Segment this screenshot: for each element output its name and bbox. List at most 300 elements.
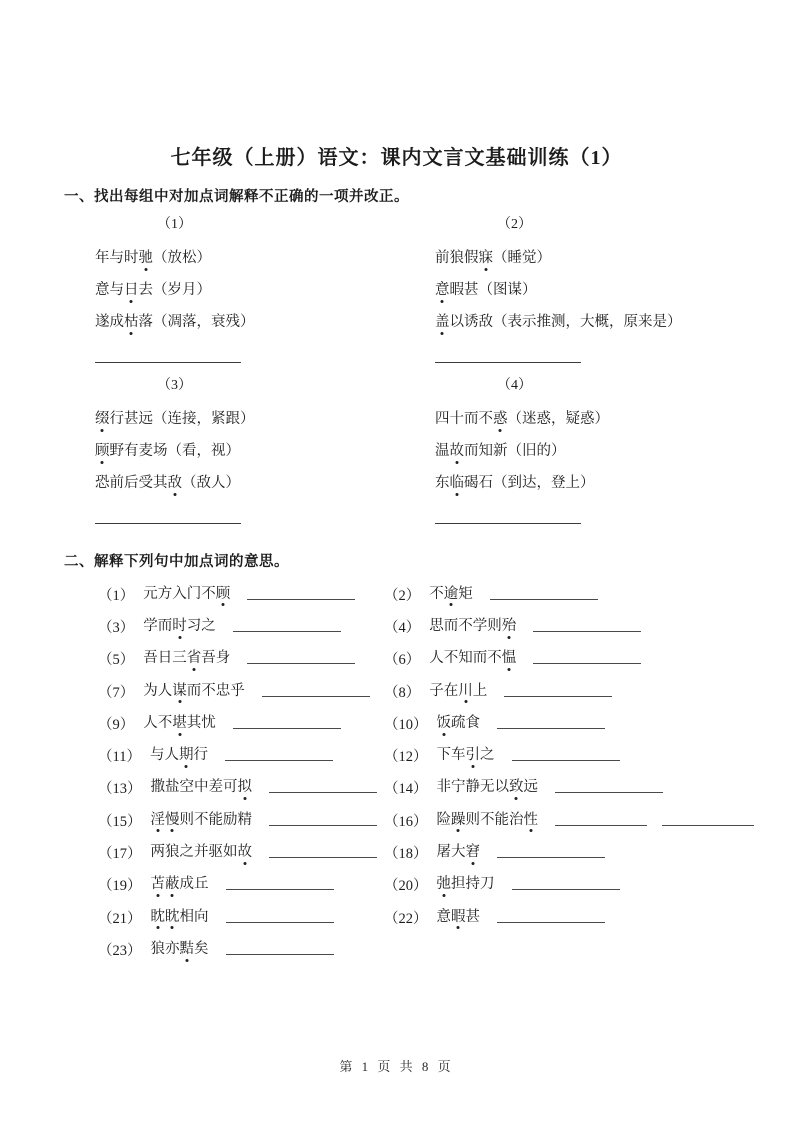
char: 登 <box>551 475 566 491</box>
char: 是 <box>652 314 667 330</box>
emphasized-char: 殆 <box>501 617 517 634</box>
item-phrase <box>437 844 481 861</box>
phrase-line <box>95 306 435 338</box>
char: ） <box>196 282 211 298</box>
char: 紧 <box>211 411 226 427</box>
char: 受 <box>138 475 153 491</box>
emphasized-char: 引 <box>465 747 480 764</box>
emphasized-char: 饭 <box>436 714 451 731</box>
char: 原 <box>623 314 638 330</box>
answer-blank-line <box>504 682 612 697</box>
char: 觉 <box>522 250 537 266</box>
char: 后 <box>124 475 139 491</box>
emphasized-char: 躁 <box>451 811 466 828</box>
char: 担 <box>451 876 466 893</box>
item-number: （11） <box>98 749 141 766</box>
char: ， <box>196 314 211 330</box>
exercise-item-22 <box>384 901 758 933</box>
item-number: （21） <box>98 910 142 927</box>
item-phrase <box>437 747 495 764</box>
char: 则 <box>179 811 194 828</box>
emphasized-char: 眈 <box>150 908 165 925</box>
emphasized-char: 弛 <box>436 876 451 893</box>
char: ， <box>609 314 624 330</box>
exercise-item-12 <box>384 739 758 771</box>
exercise-item-5 <box>98 643 384 675</box>
char: ， <box>536 475 551 491</box>
emphasized-char: 慢 <box>165 811 180 828</box>
answer-blank-line <box>226 908 334 923</box>
phrase-line <box>95 403 435 435</box>
char: 为 <box>143 682 158 699</box>
emphasized-char: 堪 <box>172 714 187 731</box>
char: 宁 <box>451 779 466 796</box>
emphasized-char: 愠 <box>501 650 517 667</box>
char: 与 <box>149 747 165 764</box>
char: 疑 <box>565 411 580 427</box>
answer-blank-line <box>226 940 334 955</box>
item-phrase <box>151 876 209 893</box>
emphasized-char: 顾 <box>95 443 110 459</box>
char: 成 <box>179 876 194 893</box>
char: （ <box>153 411 168 427</box>
char: 不 <box>480 811 495 828</box>
char: 以 <box>449 314 464 330</box>
answer-blank-line <box>225 746 333 761</box>
char: 空 <box>179 779 194 796</box>
exercise-item-19 <box>98 869 384 901</box>
char: 表 <box>507 314 522 330</box>
char: 而 <box>443 617 459 634</box>
word-group-4 <box>435 373 755 524</box>
char: 视 <box>211 443 226 459</box>
item-number: （13） <box>98 781 142 798</box>
char: 石 <box>478 475 493 491</box>
char: 成 <box>109 314 124 330</box>
exercise-item-11 <box>98 739 384 771</box>
emphasized-char: 眈 <box>165 908 180 925</box>
emphasized-char: 惑 <box>493 411 508 427</box>
item-number: （19） <box>98 878 142 895</box>
char: 大 <box>451 844 466 861</box>
char: ， <box>196 443 211 459</box>
char: ） <box>580 475 595 491</box>
item-number: （14） <box>384 781 428 798</box>
char: 可 <box>223 779 238 796</box>
section-one-groups <box>95 212 755 524</box>
char: 远 <box>523 779 538 796</box>
answer-blank-line <box>95 514 241 524</box>
char: 放 <box>167 250 182 266</box>
char: 人 <box>164 747 179 764</box>
char: （ <box>507 443 522 459</box>
char: 前 <box>109 475 124 491</box>
item-phrase <box>143 683 245 700</box>
char: 而 <box>464 411 479 427</box>
char: 上 <box>472 682 488 699</box>
phrase-line <box>435 274 755 306</box>
char: 不 <box>429 585 444 602</box>
char: 刀 <box>480 876 495 893</box>
phrase-line <box>435 403 755 435</box>
char: （ <box>493 314 508 330</box>
char: （ <box>153 250 168 266</box>
item-number: （16） <box>384 813 428 830</box>
char: 疏 <box>451 714 466 731</box>
char: 残 <box>225 314 240 330</box>
item-number: （7） <box>98 684 135 701</box>
word-group-2 <box>435 212 755 363</box>
char: 持 <box>465 876 480 893</box>
char: 前 <box>435 250 450 266</box>
char: 的 <box>536 443 551 459</box>
item-phrase <box>143 650 230 667</box>
char: ） <box>225 443 240 459</box>
char: 碣 <box>464 475 479 491</box>
answer-blank-line <box>512 875 620 890</box>
char: 乎 <box>230 682 245 699</box>
section-one-heading: 一、找出每组中对加点词解释不正确的一项并改正。 <box>64 189 409 205</box>
emphasized-char: 时 <box>172 617 187 634</box>
exercise-item-13 <box>98 772 384 804</box>
char: 盐 <box>165 779 180 796</box>
exercise-item-20 <box>384 869 758 901</box>
char: 不 <box>157 714 173 731</box>
char: 三 <box>172 650 187 667</box>
char: 恐 <box>95 475 110 491</box>
char: 新 <box>493 443 508 459</box>
emphasized-char: 驰 <box>138 250 153 266</box>
char: 衰 <box>211 314 226 330</box>
item-phrase <box>437 909 481 926</box>
phrase-line <box>95 242 435 274</box>
char: 东 <box>435 475 450 491</box>
char: 方 <box>157 585 173 602</box>
answer-blank-line <box>497 714 605 729</box>
emphasized-char: 暇 <box>451 908 466 925</box>
char: 相 <box>179 908 194 925</box>
item-phrase <box>150 747 208 764</box>
char: ） <box>196 250 211 266</box>
char: 示 <box>522 314 537 330</box>
char: 而 <box>157 617 173 634</box>
group-number-label: （4） <box>497 378 532 393</box>
answer-blank-line <box>95 353 241 363</box>
char: 概 <box>594 314 609 330</box>
item-number: （1） <box>98 587 135 604</box>
answer-blank-line <box>533 617 641 632</box>
char: 松 <box>182 250 197 266</box>
char: （ <box>493 475 508 491</box>
char: ） <box>551 443 566 459</box>
char: 意 <box>95 282 110 298</box>
item-phrase <box>437 779 539 796</box>
char: 狼 <box>150 940 165 957</box>
phrase-line <box>95 467 435 499</box>
emphasized-char: 黠 <box>179 940 194 957</box>
char: 其 <box>153 475 168 491</box>
char: 四 <box>435 411 450 427</box>
emphasized-char: 寐 <box>478 250 493 266</box>
char: 不 <box>194 811 209 828</box>
phrase-line <box>435 306 755 338</box>
item-phrase <box>143 586 230 603</box>
char: 落 <box>138 314 153 330</box>
char: 温 <box>435 443 450 459</box>
char: 学 <box>143 617 158 634</box>
char: 来 <box>638 314 653 330</box>
emphasized-char: 期 <box>178 747 194 764</box>
item-number: （8） <box>384 684 421 701</box>
char: 向 <box>194 908 209 925</box>
char: 意 <box>436 908 451 925</box>
answer-blank-line <box>233 617 341 632</box>
answer-blank-line <box>226 875 334 890</box>
answer-blank-line <box>233 714 341 729</box>
char: ） <box>240 411 255 427</box>
char: 门 <box>186 585 202 602</box>
item-number: （23） <box>98 942 142 959</box>
emphasized-char: 拟 <box>237 779 252 796</box>
phrase-line <box>95 435 435 467</box>
char: 与 <box>109 282 124 298</box>
emphasized-char: 逾 <box>443 585 459 602</box>
char: 假 <box>464 250 479 266</box>
char: 跟 <box>225 411 240 427</box>
char: 麦 <box>138 443 153 459</box>
emphasized-char: 日 <box>124 282 139 298</box>
char: 远 <box>138 411 153 427</box>
char: （ <box>507 411 522 427</box>
item-phrase <box>143 618 216 635</box>
item-phrase <box>437 812 539 829</box>
emphasized-char: 性 <box>523 811 538 828</box>
char: 人 <box>211 475 226 491</box>
char: 险 <box>436 811 451 828</box>
word-group-1 <box>95 212 435 363</box>
char: 甚 <box>124 411 139 427</box>
char: 年 <box>95 250 110 266</box>
answer-blank-line <box>555 778 663 793</box>
answer-blank-line <box>497 908 605 923</box>
char: 撒 <box>150 779 165 796</box>
section-two-items <box>98 578 758 966</box>
exercise-item-6 <box>384 643 758 675</box>
char: 与 <box>109 250 124 266</box>
char: 能 <box>208 811 223 828</box>
item-phrase <box>143 715 216 732</box>
exercise-item-21 <box>98 901 384 933</box>
section-two-heading: 二、解释下列句中加点词的意思。 <box>64 554 289 570</box>
char: 元 <box>143 585 158 602</box>
exercise-item-17 <box>98 836 384 868</box>
item-number: （5） <box>98 652 135 669</box>
char: 十 <box>449 411 464 427</box>
char: 岁 <box>167 282 182 298</box>
answer-blank-line <box>555 811 647 826</box>
char: 去 <box>138 282 153 298</box>
phrase-line <box>95 274 435 306</box>
char: 习 <box>186 617 202 634</box>
phrase-line <box>435 242 755 274</box>
char: 旧 <box>522 443 537 459</box>
char: 思 <box>429 617 444 634</box>
char: 以 <box>494 779 509 796</box>
char: 亦 <box>165 940 180 957</box>
char: 连 <box>167 411 182 427</box>
item-number: （9） <box>98 716 135 733</box>
char: 知 <box>478 443 493 459</box>
char: 睡 <box>507 250 522 266</box>
item-number: （10） <box>384 716 428 733</box>
answer-blank-line <box>435 514 581 524</box>
emphasized-char: 谋 <box>172 682 187 699</box>
page-title: 七年级（上册）语文：课内文言文基础训练（1） <box>170 147 623 169</box>
answer-blank-line <box>533 649 641 664</box>
answer-blank-line <box>435 353 581 363</box>
char: 落 <box>182 314 197 330</box>
char: 治 <box>509 811 524 828</box>
char: 两 <box>150 844 165 861</box>
char: 驱 <box>208 844 223 861</box>
item-phrase <box>429 683 487 700</box>
emphasized-char: 蔽 <box>165 876 180 893</box>
exercise-item-14 <box>384 772 758 804</box>
emphasized-char: 枯 <box>124 314 139 330</box>
item-number: （20） <box>384 878 428 895</box>
char: ） <box>240 314 255 330</box>
group-number-label: （1） <box>157 217 192 232</box>
exercise-item-1 <box>98 578 384 610</box>
answer-blank-line <box>269 778 377 793</box>
char: 知 <box>458 650 473 667</box>
emphasized-char: 窘 <box>465 844 480 861</box>
char: 大 <box>580 314 595 330</box>
char: 不 <box>458 617 473 634</box>
char: 不 <box>201 682 216 699</box>
char: 上 <box>565 475 580 491</box>
emphasized-char: 敌 <box>167 475 182 491</box>
item-number: （4） <box>384 619 421 636</box>
char: 迷 <box>522 411 537 427</box>
char: 不 <box>487 650 502 667</box>
char: 丘 <box>194 876 209 893</box>
answer-blank-line <box>247 585 355 600</box>
char: 狼 <box>165 844 180 861</box>
char: 励 <box>223 811 238 828</box>
emphasized-char: 缀 <box>95 411 110 427</box>
answer-blank-line <box>497 843 605 858</box>
char: ） <box>536 250 551 266</box>
char: 看 <box>182 443 197 459</box>
char: 差 <box>208 779 223 796</box>
item-phrase <box>429 618 516 635</box>
item-number: （15） <box>98 813 142 830</box>
char: 精 <box>237 811 252 828</box>
item-number: （2） <box>384 587 421 604</box>
item-phrase <box>151 844 253 861</box>
emphasized-char: 省 <box>186 650 202 667</box>
char: 月 <box>182 282 197 298</box>
char: 惑 <box>580 411 595 427</box>
char: 身 <box>215 650 231 667</box>
char: 而 <box>186 682 202 699</box>
char: （ <box>167 443 182 459</box>
answer-blank-line <box>512 746 620 761</box>
item-phrase <box>151 941 209 958</box>
char: （ <box>182 475 197 491</box>
item-phrase <box>437 715 481 732</box>
emphasized-char: 致 <box>509 779 524 796</box>
char: ， <box>196 411 211 427</box>
char: 其 <box>186 714 202 731</box>
char: 到 <box>507 475 522 491</box>
char: 野 <box>109 443 124 459</box>
char: 接 <box>182 411 197 427</box>
char: 而 <box>472 650 488 667</box>
item-number: （17） <box>98 846 142 863</box>
char: 不 <box>443 650 459 667</box>
char: ， <box>565 314 580 330</box>
char: 时 <box>124 250 139 266</box>
char: 之 <box>179 844 194 861</box>
char: 车 <box>451 747 466 764</box>
char: ） <box>522 282 537 298</box>
char: 矩 <box>458 585 473 602</box>
char: 行 <box>193 747 208 764</box>
char: ） <box>667 314 682 330</box>
char: 忧 <box>201 714 216 731</box>
emphasized-char: 临 <box>449 475 464 491</box>
item-phrase <box>429 586 473 603</box>
item-number: （18） <box>384 846 428 863</box>
item-phrase <box>151 779 253 796</box>
exercise-item-23 <box>98 933 384 965</box>
char: 忠 <box>215 682 231 699</box>
char: 凋 <box>167 314 182 330</box>
char: 非 <box>436 779 451 796</box>
char: ） <box>594 411 609 427</box>
exercise-item-8 <box>384 675 758 707</box>
emphasized-char: 川 <box>458 682 473 699</box>
item-number: （22） <box>384 910 428 927</box>
char: （ <box>153 282 168 298</box>
phrase-line <box>435 435 755 467</box>
char: 中 <box>194 779 209 796</box>
item-phrase <box>429 650 516 667</box>
char: 之 <box>480 747 495 764</box>
exercise-item-2 <box>384 578 758 610</box>
char: 食 <box>465 714 480 731</box>
answer-blank-line <box>247 649 355 664</box>
char: 暇 <box>449 282 464 298</box>
char: ， <box>551 411 566 427</box>
char: 达 <box>522 475 537 491</box>
char: 入 <box>172 585 187 602</box>
char: （ <box>478 282 493 298</box>
exercise-item-16 <box>384 804 758 836</box>
emphasized-char: 故 <box>449 443 464 459</box>
char: 日 <box>157 650 173 667</box>
exercise-item-15 <box>98 804 384 836</box>
char: 甚 <box>465 908 480 925</box>
exercise-item-3 <box>98 610 384 642</box>
char: 狼 <box>449 250 464 266</box>
char: 吾 <box>201 650 216 667</box>
char: 子 <box>429 682 444 699</box>
group-number-label: （2） <box>497 217 532 232</box>
char: 有 <box>124 443 139 459</box>
